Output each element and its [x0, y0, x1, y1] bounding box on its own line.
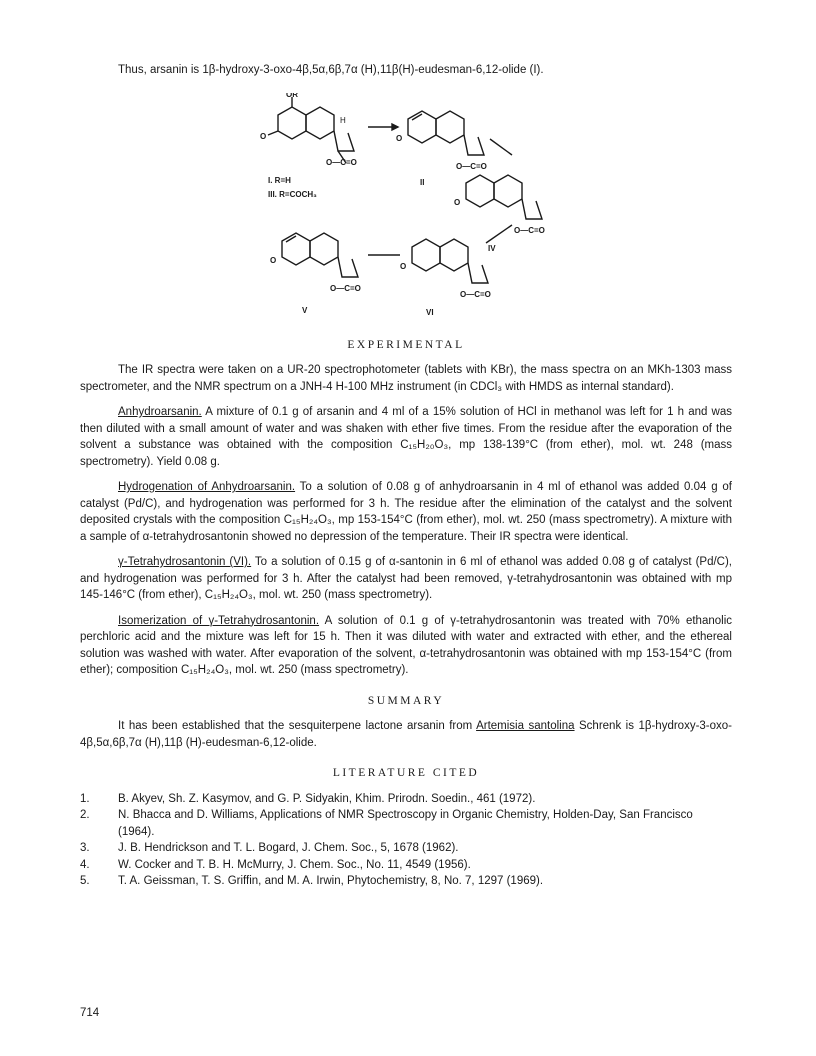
reference-number: 5.: [80, 875, 90, 887]
summary-text-after: Schrenk is 1β-hydroxy-3-oxo-4β,5α,6β,7α (H),11β (H)-eudesman-6,12-olide.: [80, 720, 732, 749]
summary-text-before: It has been established that the sesquiterpene lactone arsanin from: [118, 720, 477, 732]
summary-text: [80, 718, 732, 751]
svg-text:O: O: [396, 133, 403, 143]
section-text: A mixture of 0.1 g of arsanin and 4 ml of a 15% solution of HCl in methanol was left for 1 h and was then diluted with a small amount of water and was shaken with ether five times. From the residue after the evaporation of the solvent a substance was obtained with the composition C₁₅H₂₀O₃, mp 138-139°C (from ether), mol. wt. 248 (mass spectrometry). Yield 0.08 g.: [80, 406, 733, 468]
section-text: A solution of 0.1 g of γ-tetrahydrosantonin was treated with 70% ethanolic perchloric acid and the mixture was left for 15 h. Then it was diluted with water and extracted with ether, and the ethereal solution was washed with water. After evaporation of the solvent, α-tetrahydrosantonin was obtained with mp 153-154°C (from ether); composition C₁₅H₂₄O₃, mol. wt. 250 (mass spectrometry).: [80, 614, 732, 676]
reference-item: [80, 791, 732, 808]
section-title: γ-Tetrahydrosantonin (VI).: [118, 556, 252, 568]
experimental-heading: EXPERIMENTAL: [347, 338, 465, 351]
reference-text: W. Cocker and T. B. H. McMurry, J. Chem. Soc., No. 11, 4549 (1956).: [118, 858, 471, 871]
svg-text:O—C=O: O—C=O: [514, 225, 545, 235]
reference-list: [80, 791, 732, 890]
experimental-intro: The IR spectra were taken on a UR-20 spectrophotometer (tablets with KBr), the mass spectra on an MKh-1303 mass spectrometer, and the NMR spectrum on a JNH-4 H-100 MHz instrument (in CDCl₃ with HMDS as internal standard).: [80, 364, 732, 393]
reference-text: T. A. Geissman, T. S. Griffin, and M. A. Irwin, Phytochemistry, 8, No. 7, 1297 (1969).: [118, 875, 544, 887]
literature-heading: LITERATURE CITED: [332, 767, 480, 779]
svg-text:O: O: [400, 261, 407, 271]
svg-text:O: O: [260, 131, 267, 141]
reference-item: [80, 807, 732, 840]
svg-text:O—C=O: O—C=O: [326, 157, 357, 167]
reference-text: N. Bhacca and D. Williams, Applications of NMR Spectroscopy in Organic Chemistry, Holden-Day, San Francisco (1964).: [118, 809, 693, 838]
reference-item: [80, 840, 732, 857]
section-hydrogenation: [80, 479, 732, 545]
reference-item: [80, 873, 732, 890]
compound-V-structure: [270, 233, 361, 293]
reaction-scheme-drawing: [250, 93, 580, 321]
section-anhydroarsanin: [80, 404, 732, 470]
svg-text:H: H: [340, 115, 346, 125]
section-text: To a solution of 0.15 g of α-santonin in 6 ml of ethanol was added 0.08 g of catalyst (Pd/C), and hydrogenation was performed for 3 h. After the catalyst had been removed, γ-tetrahydrosantonin was obtained with mp 145-146°C (from ether), C₁₅H₂₄O₃, mol. wt. 250 (mass spectrometry).: [80, 556, 732, 601]
arrow-IV-to-VI: [486, 225, 512, 243]
reference-text: J. B. Hendrickson and T. L. Bogard, J. Chem. Soc., 5, 1678 (1962).: [118, 842, 459, 854]
section-title: Anhydroarsanin.: [118, 406, 202, 418]
summary-heading: SUMMARY: [367, 694, 445, 707]
label-compound-II: II: [420, 177, 425, 187]
section-title: Isomerization of γ-Tetrahydrosantonin.: [118, 614, 320, 627]
reference-number: 2.: [80, 809, 90, 821]
section-text: To a solution of 0.08 g of anhydroarsanin in 4 ml of ethanol was added 0.04 g of catalyst (Pd/C), and hydrogenation was performed for 3 h. The residue after the elimination of the catalyst and the solvent deposited crystals with the composition C₁₅H₂₄O₃, mp 153-154°C (from ether), mol. wt. 250 (mass spectrometry). A mixture with a sample of α-tetrahydrosantonin showed no depression of the temperature. Their IR spectra were identical.: [80, 481, 732, 543]
page-content: [80, 62, 732, 890]
compound-VI-structure: [400, 239, 491, 299]
reference-number: 1.: [80, 792, 90, 805]
svg-text:OR: OR: [286, 92, 298, 99]
section-gamma-tetrahydrosantonin: [80, 554, 732, 604]
intro-sentence: Thus, arsanin is 1β-hydroxy-3-oxo-4β,5α,6β,7α (H),11β(H)-eudesman-6,12-olide (I).: [118, 64, 544, 76]
svg-text:O: O: [454, 197, 461, 207]
arrow-II-to-IV: [490, 139, 512, 155]
label-compound-IV: IV: [488, 243, 496, 253]
label-compound-VI: VI: [426, 307, 434, 317]
section-title: Hydrogenation of Anhydroarsanin.: [118, 481, 296, 493]
arrow-head-icon: [392, 124, 398, 130]
compound-II-structure: [396, 111, 487, 171]
svg-text:O—C=O: O—C=O: [330, 283, 361, 293]
reference-text: B. Akyev, Sh. Z. Kasymov, and G. P. Sidyakin, Khim. Prirodn. Soedin., 461 (1972).: [118, 792, 536, 805]
svg-text:O—C=O: O—C=O: [460, 289, 491, 299]
compound-I-structure: [260, 93, 357, 167]
species-name: Artemisia santolina: [476, 720, 575, 732]
reference-number: 3.: [80, 842, 90, 854]
svg-text:O: O: [270, 255, 277, 265]
compound-IV-structure: [454, 175, 545, 235]
section-isomerization: [80, 613, 732, 679]
label-compound-I: I. R=H: [268, 175, 291, 185]
reaction-scheme: [80, 93, 732, 323]
label-compound-III: III. R=COCH₃: [268, 189, 317, 199]
label-compound-V: V: [302, 305, 308, 315]
reference-item: [80, 857, 732, 874]
page-number: 714: [80, 1007, 100, 1019]
svg-text:O—C=O: O—C=O: [456, 161, 487, 171]
reference-number: 4.: [80, 858, 90, 871]
